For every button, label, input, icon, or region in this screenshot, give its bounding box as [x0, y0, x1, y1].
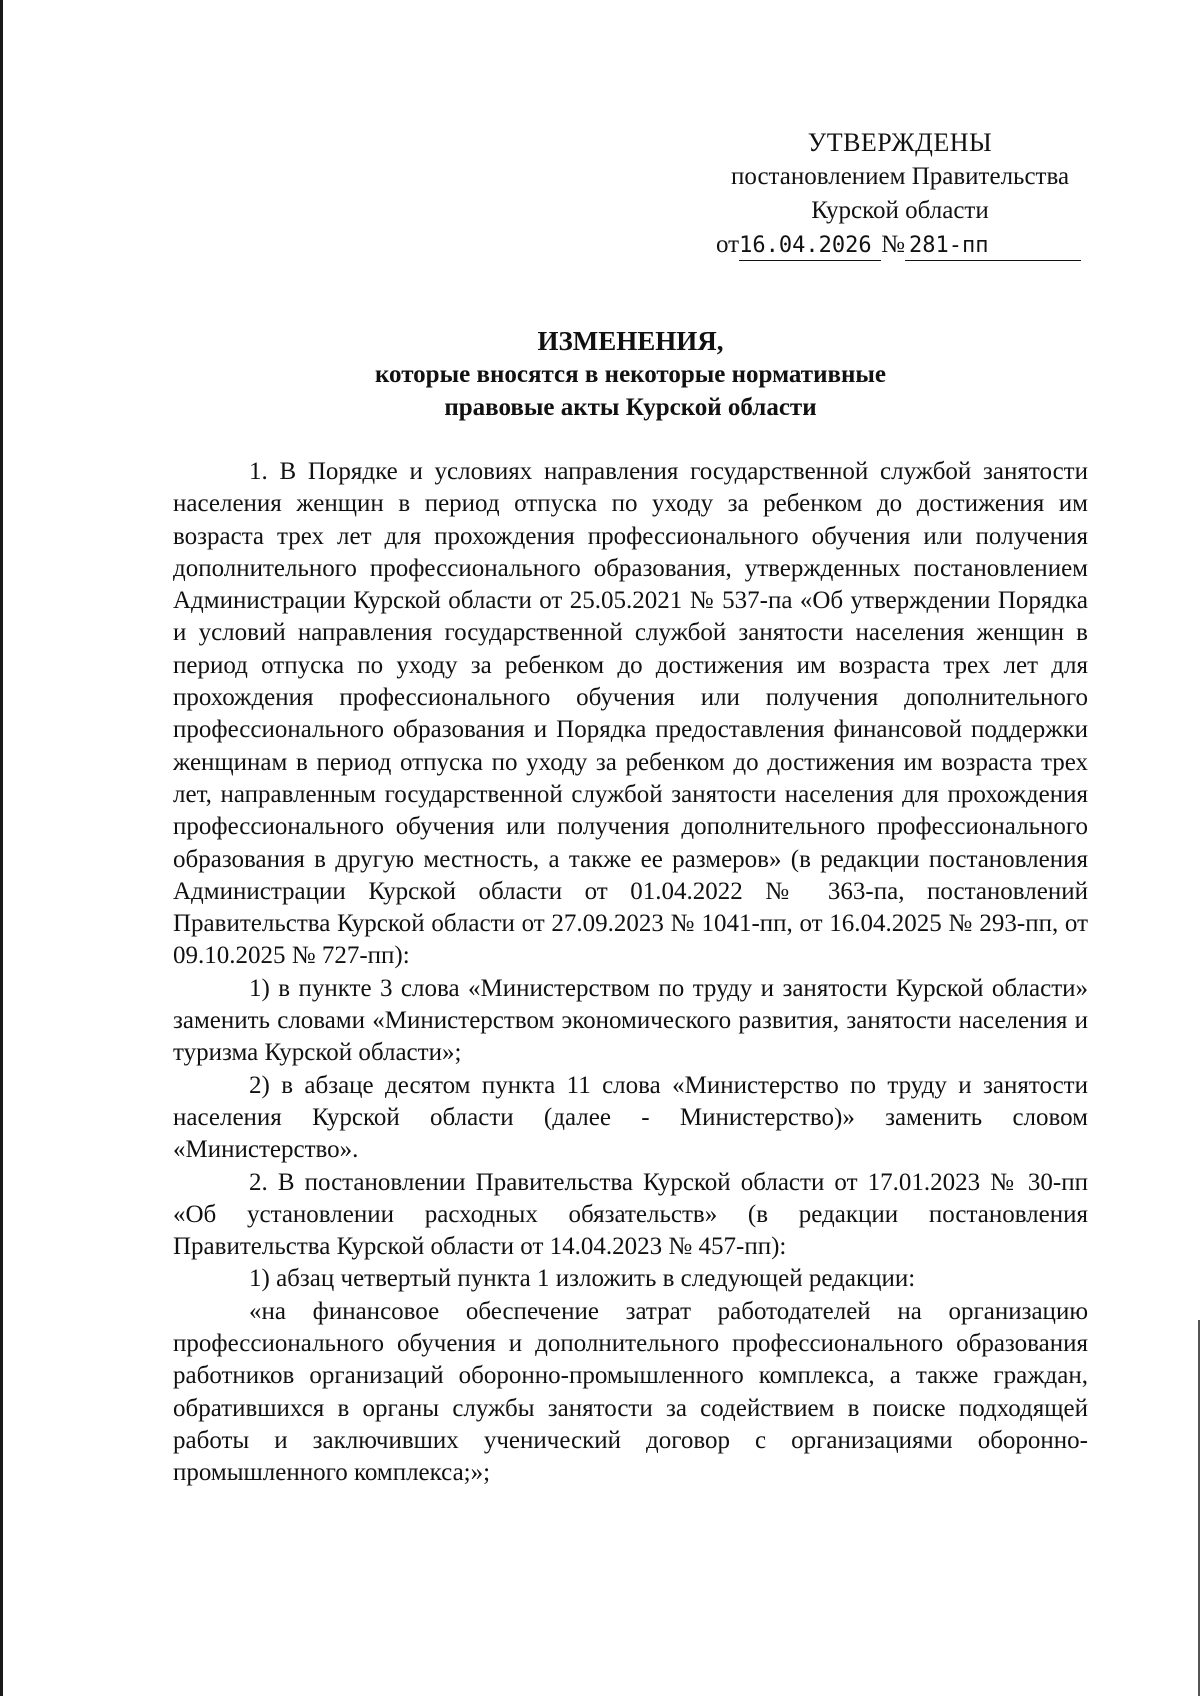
paragraph-1-item-2: 2) в абзаце десятом пункта 11 слова «Министерство по труду и занятости населения Курской области (далее - Министерство)» заменить словом «Министерство».	[173, 1071, 1088, 1164]
document-body	[173, 456, 1088, 1490]
paragraph-1: 1. В Порядке и условиях направления государственной службой занятости населения женщин в период отпуска по уходу за ребенком до достижения им возраста трех лет для прохождения профессионального обучения или получения дополнительного профессионального образования, утвержденных постановлением Администрации Курской области от 25.05.2021 № 537-па «Об утверждении Порядка и условий направления государственной службой занятости населения женщин в период отпуска по уходу за ребенком до достижения им возраста трех лет для прохождения профессионального обучения или получения дополнительного профессионального образования и Порядка предоставления финансовой поддержки женщинам в период отпуска по уходу за ребенком до достижения им возраста трех лет, направленным государственной службой занятости населения для прохождения профессионального обучения или получения дополнительного профессионального образования в другую местность, а также ее размеров» (в редакции постановления Администрации Курской области от 01.04.2022 № 363-па, постановлений Правительства Курской области от 27.09.2023 № 1041-пп, от 16.04.2025 № 293-пп, от 09.10.2025 № 727-пп):	[173, 458, 1088, 970]
approval-number-line	[700, 228, 1100, 262]
document-title	[173, 325, 1088, 424]
title-main: ИЗМЕНЕНИЯ,	[537, 326, 724, 356]
approval-title: УТВЕРЖДЕНЫ	[807, 128, 993, 157]
title-line-2: которые вносятся в некоторые нормативные	[374, 361, 886, 388]
from-label: от	[716, 231, 740, 258]
paragraph-1-item-1: 1) в пункте 3 слова «Министерством по труду и занятости Курской области» заменить словами «Министерством экономического развития, занятости населения и туризма Курской области»;	[173, 974, 1088, 1067]
approval-line-1: постановлением Правительства	[730, 163, 1070, 190]
approval-block	[700, 126, 1100, 262]
paragraph-2: 2. В постановлении Правительства Курской области от 17.01.2023 № 30-пп «Об установлении расходных обязательств» (в редакции постановления Правительства Курской области от 14.04.2023 № 457-пп):	[173, 1168, 1088, 1261]
approval-date: 16.04.2026	[739, 232, 881, 261]
approval-number: 281-пп	[905, 232, 1081, 261]
paragraph-2-quote: «на финансовое обеспечение затрат работодателей на организацию профессионального обучения и дополнительного профессионального образования работников организаций оборонно-промышленного комплекса, а также граждан, обратившихся в органы службы занятости за содействием в поиске подходящей работы и заключивших ученический договор с организациями оборонно-промышленного комплекса;»;	[173, 1297, 1088, 1487]
approval-line-2: Курской области	[811, 197, 989, 224]
number-label: №	[881, 231, 905, 258]
title-line-3: правовые акты Курской области	[444, 394, 817, 421]
page-edge-left	[0, 0, 3, 1696]
paragraph-2-item-1: 1) абзац четвертый пункта 1 изложить в следующей редакции:	[249, 1265, 916, 1293]
